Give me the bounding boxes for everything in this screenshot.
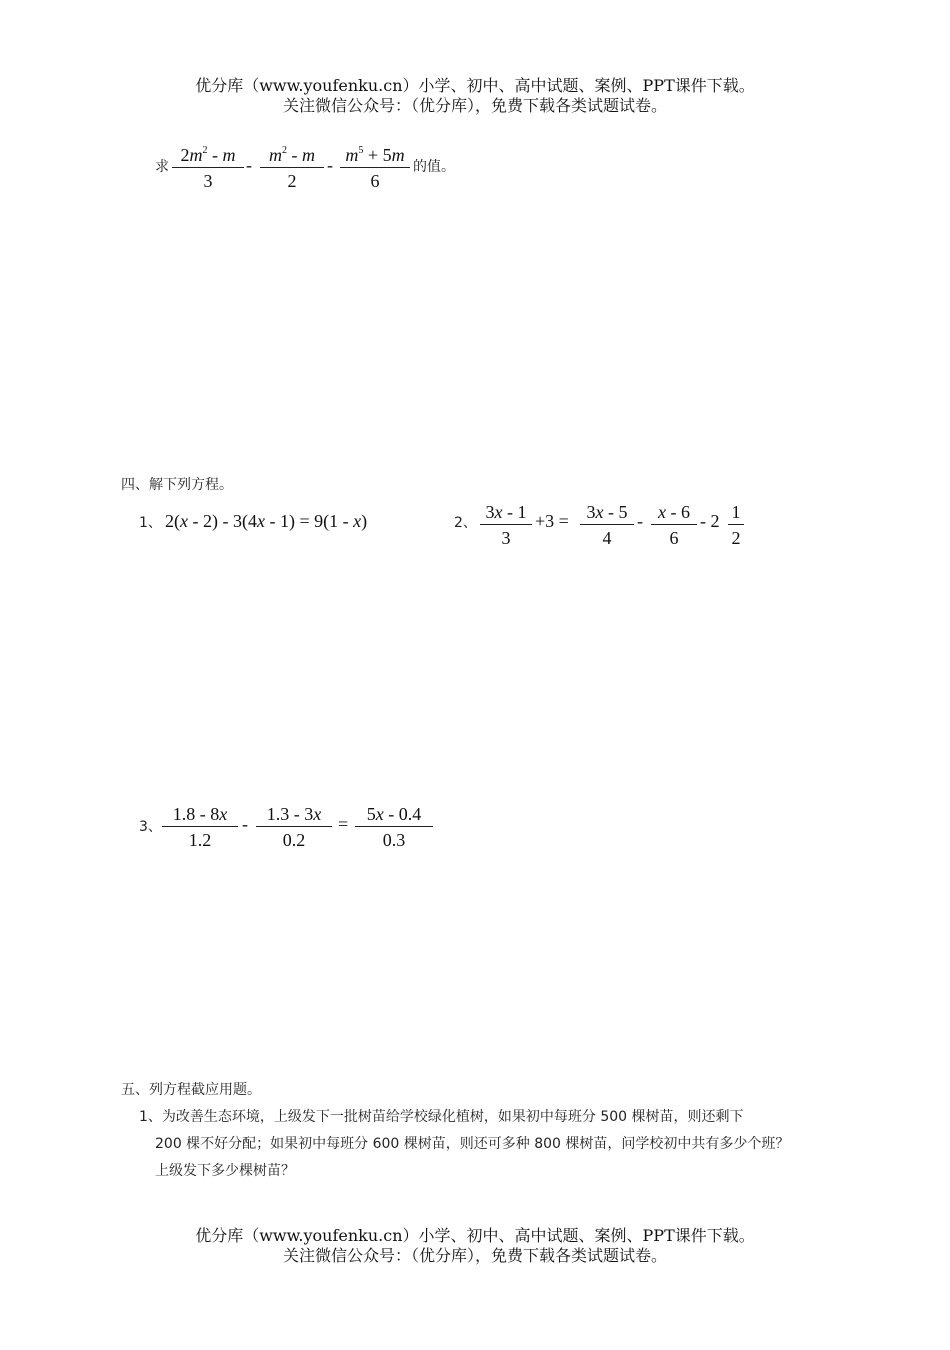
section-4-title: 四、解下列方程。 [121,477,233,493]
eq3-equals: = [338,814,349,834]
minus-operator: - [246,155,252,175]
eq2-f2-denominator: 4 [602,528,612,548]
eq3-f1-numerator: 1.8 - 8x [172,804,228,824]
minus-operator: - [637,511,643,531]
eq2-f1-numerator: 3x - 1 [485,502,527,522]
term2-denominator: 2 [287,171,297,191]
eq2-mixed-denominator: 2 [731,528,741,548]
footer-line-1: 优分库（www.youfenku.cn）小学、初中、高中试题、案例、PPT课件下载。 [195,1226,755,1245]
minus-operator: - [327,155,333,175]
eq2-mixed-numerator: 1 [731,502,741,522]
eq2-label: 2、 [454,515,477,531]
eq3-f2-numerator: 1.3 - 3x [266,804,322,824]
question-1-line-2: 200 棵不好分配；如果初中每班分 600 棵树苗，则还可多种 800 棵树苗，问学校初中共有多少个班？ [155,1136,790,1152]
eq2-f3-denominator: 6 [669,528,679,548]
term1-numerator: $2m^2$ - m [180,145,236,165]
minus-operator: - [242,814,248,834]
eq3-f1-denominator: 1.2 [188,830,212,850]
eq2-mixed-fraction [728,500,744,549]
eq2-f3-numerator: x - 6 [658,502,690,522]
eq3-fraction-2 [256,802,332,851]
header-line-2: 关注微信公众号：（优分库），免费下载各类试题试卷。 [282,96,667,115]
eq2-mixed-whole: - 2 [700,511,720,531]
eq2-fraction-2 [580,500,634,549]
header-line-1: 优分库（www.youfenku.cn）小学、初中、高中试题、案例、PPT课件下载。 [195,76,755,95]
eq3-f3-numerator: 5x - 0.4 [366,804,422,824]
evaluate-prefix: 求 [155,159,169,175]
eq2-f2-numerator: 3x - 5 [586,502,628,522]
eq3-fraction-1 [162,802,238,851]
term1-denominator: 3 [203,171,213,191]
eq2-f1-denominator: 3 [501,528,511,548]
eq2-fraction-3 [651,500,697,549]
term3-denominator: 6 [370,171,380,191]
question-1-line-1: 1、为改善生态环境，上级发下一批树苗给学校绿化植树，如果初中每班分 500 棵树苗，则还剩下 [139,1109,744,1125]
evaluate-suffix: 的值。 [413,159,455,175]
eq3-f3-denominator: 0.3 [382,830,406,850]
section-5-title: 五、列方程截应用题。 [121,1082,261,1098]
eq3-f2-denominator: 0.2 [282,830,306,850]
eq1-expression: 2(x - 2) - 3(4x - 1) = 9(1 - x) [165,511,368,531]
question-1-line-3: 上级发下多少棵树苗？ [155,1163,295,1179]
term1-fraction [172,143,244,192]
term2-numerator: $m^2$ - m [269,145,315,165]
eq2-plus-equals: +3 = [535,511,569,531]
footer-line-2: 关注微信公众号：（优分库），免费下载各类试题试卷。 [282,1246,667,1265]
eq3-label: 3、 [139,819,162,835]
term2-fraction [260,143,324,192]
eq1-label: 1、 [139,515,162,531]
eq3-fraction-3 [355,802,433,851]
term3-numerator: $m^5 + 5m$ [345,145,405,165]
eq2-fraction-1 [480,500,532,549]
term3-fraction [340,143,410,192]
